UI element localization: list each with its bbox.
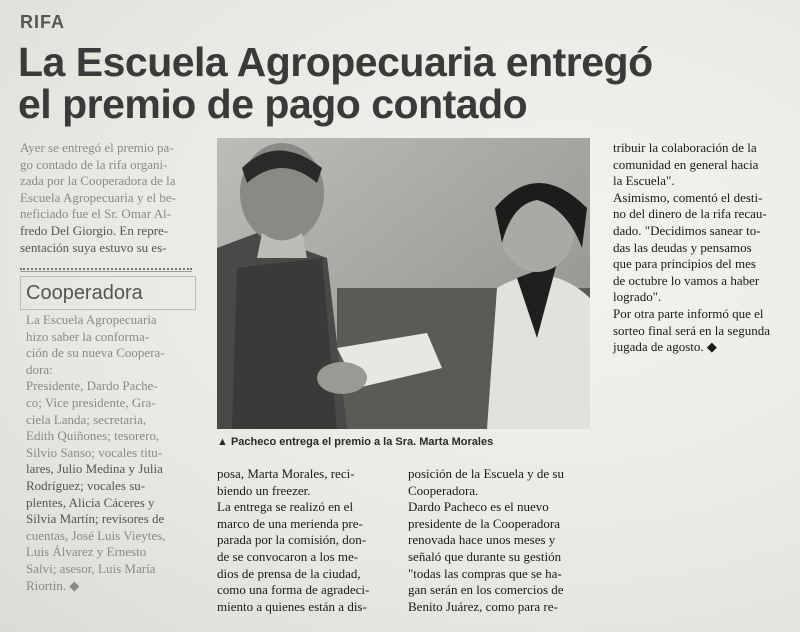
text-line: Por otra parte informó que el bbox=[613, 305, 764, 321]
text-line: Escuela Agropecuaria y el be- bbox=[20, 189, 176, 205]
text-line: comunidad en general hacia bbox=[613, 156, 759, 172]
text-line: lares, Julio Medina y Julia bbox=[26, 461, 163, 477]
text-line: co; Vice presidente, Gra- bbox=[26, 394, 156, 410]
text-line: fredo Del Giorgio. En repre- bbox=[20, 222, 169, 238]
text-line: Dardo Pacheco es el nuevo bbox=[408, 499, 549, 515]
text-line: La Escuela Agropecuaria bbox=[26, 312, 157, 327]
section-kicker: RIFA bbox=[20, 12, 66, 32]
text-line: neficiado fue el Sr. Omar Al- bbox=[20, 206, 171, 222]
text-line: hizo saber la conforma- bbox=[26, 328, 150, 344]
text-line: zada por la Cooperadora de la bbox=[20, 173, 176, 189]
text-line: Riortin. ◆ bbox=[26, 577, 80, 593]
text-line: cuentas, José Luis Vieytes, bbox=[26, 527, 166, 543]
text-line: Benito Juárez, como para re- bbox=[408, 598, 558, 614]
text-line: Salvi; asesor, Luis María bbox=[26, 560, 156, 576]
text-line: de se convocaron a los me- bbox=[217, 548, 359, 564]
article-column-2 bbox=[217, 466, 393, 615]
text-line: renovada hace unos meses y bbox=[408, 532, 556, 548]
photo-illustration bbox=[217, 138, 590, 429]
text-line: posa, Marta Morales, reci- bbox=[217, 466, 355, 481]
article-column-4 bbox=[613, 140, 789, 356]
text-line: dado. "Decidimos sanear to- bbox=[613, 222, 761, 238]
text-line: que para principios del mes bbox=[613, 256, 756, 272]
text-line: Silvia Martín; revisores de bbox=[26, 511, 165, 527]
text-line: la Escuela". bbox=[613, 173, 675, 189]
text-line: ción de su nueva Coopera- bbox=[26, 345, 165, 361]
text-line: Cooperadora. bbox=[408, 482, 479, 498]
divider-rule bbox=[20, 268, 192, 272]
text-line: Luis Álvarez y Ernesto bbox=[26, 544, 147, 560]
article-column-3 bbox=[408, 466, 592, 615]
text-line: Presidente, Dardo Pache- bbox=[26, 378, 158, 394]
photo-caption: ▲ Pacheco entrega el premio a la Sra. Marta Morales bbox=[217, 436, 494, 448]
text-line: dora: bbox=[26, 361, 53, 377]
text-line: presidente de la Cooperadora bbox=[408, 515, 560, 531]
text-line: Silvio Sanso; vocales titu- bbox=[26, 444, 163, 460]
text-line: das las deudas y pensamos bbox=[613, 239, 752, 255]
text-line: Asimismo, comentó el desti- bbox=[613, 189, 763, 205]
text-line: sorteo final será en la segunda bbox=[613, 322, 771, 338]
text-line: tribuir la colaboración de la bbox=[613, 140, 757, 155]
text-line: señaló que durante su gestión bbox=[408, 548, 562, 564]
text-line: Ayer se entregó el premio pa- bbox=[20, 140, 174, 155]
text-line: miento a quienes están a dis- bbox=[217, 598, 367, 614]
sidebar-box-title: Cooperadora bbox=[26, 282, 143, 304]
text-line: gan serán en los comercios de bbox=[408, 582, 564, 598]
text-line: Rodríguez; vocales su- bbox=[26, 477, 146, 493]
text-line: jugada de agosto. ◆ bbox=[613, 339, 717, 355]
text-line: Edith Quiñones; tesorero, bbox=[26, 428, 160, 444]
text-line: biendo un freezer. bbox=[217, 482, 311, 498]
text-line: plentes, Alicia Cáceres y bbox=[26, 494, 155, 510]
text-line: posición de la Escuela y de su bbox=[408, 466, 564, 481]
text-line: ciela Landa; secretaria, bbox=[26, 411, 147, 427]
text-line: "todas las compras que se ha- bbox=[408, 565, 562, 581]
text-line: logrado". bbox=[613, 289, 662, 305]
text-line: La entrega se realizó en el bbox=[217, 499, 354, 515]
news-photo bbox=[217, 138, 590, 429]
text-line: go contado de la rifa organi- bbox=[20, 156, 168, 172]
article-column-1 bbox=[20, 140, 192, 256]
text-line: dios de prensa de la ciudad, bbox=[217, 565, 361, 581]
text-line: no del dinero de la rifa recau- bbox=[613, 206, 767, 222]
headline-line-1: La Escuela Agropecuaria entregó bbox=[18, 39, 653, 85]
text-line: marco de una merienda pre- bbox=[217, 515, 363, 531]
headline-line-2: el premio de pago contado bbox=[18, 81, 528, 127]
text-line: sentación suya estuvo su es- bbox=[20, 239, 167, 255]
sidebar-box-body bbox=[26, 312, 192, 594]
text-line: de octubre lo vamos a haber bbox=[613, 272, 760, 288]
text-line: como una forma de agradeci- bbox=[217, 582, 370, 598]
text-line: parada por la comisión, don- bbox=[217, 532, 367, 548]
